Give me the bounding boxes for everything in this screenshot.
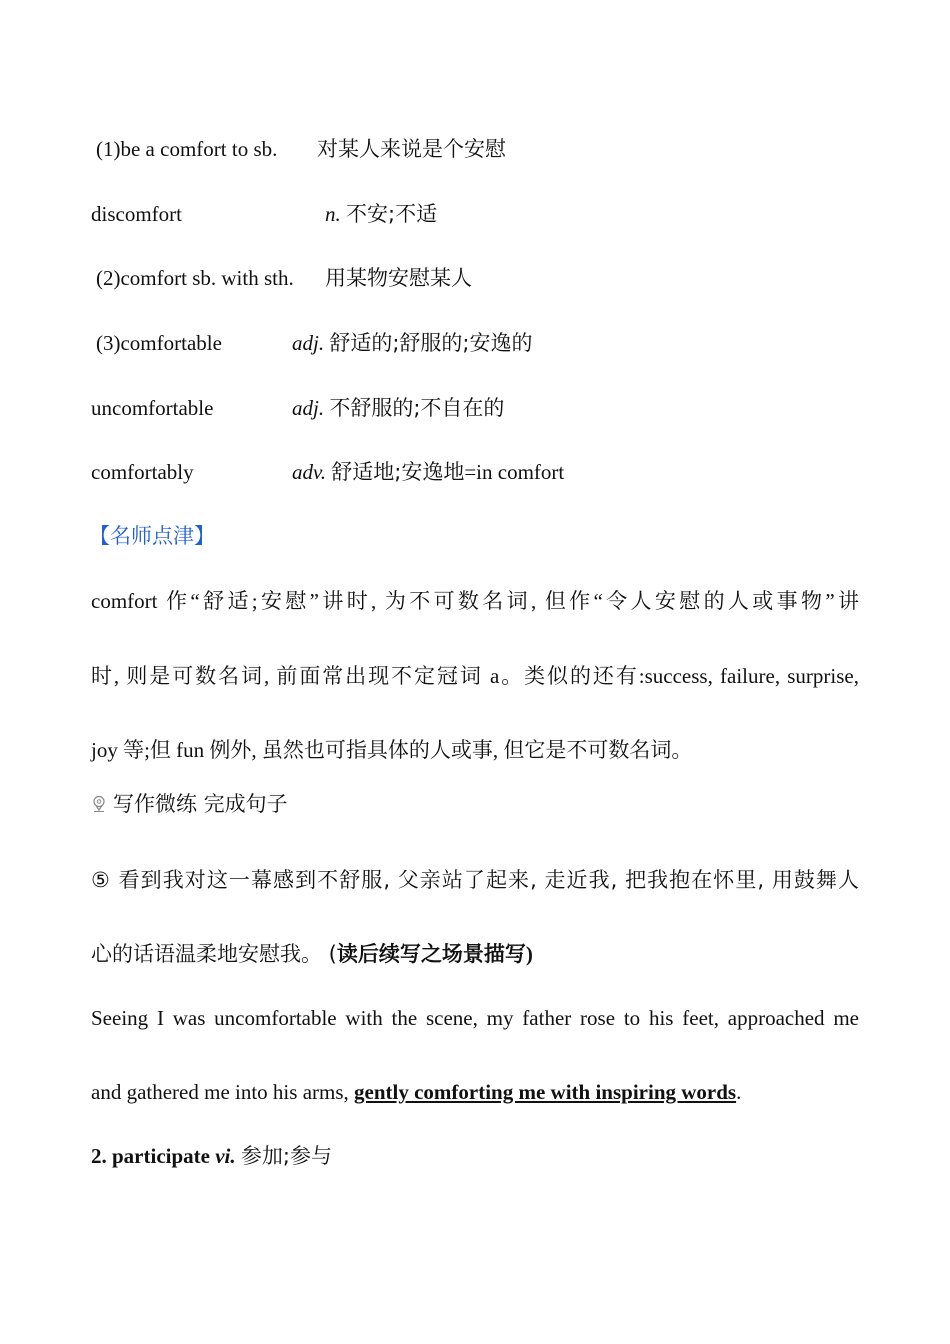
map-pin-icon [91, 795, 107, 813]
question-source: 读后续写之场景描写 [336, 942, 526, 966]
answer-line-2 [91, 1078, 859, 1106]
entry-chinese: 对某人来说是个安慰 [317, 137, 506, 161]
entry-row [96, 329, 533, 357]
entry-pos: adj. [292, 331, 325, 355]
entry-pos: n. [325, 202, 341, 226]
entry-english: uncomfortable [91, 396, 214, 420]
entry-chinese: 用某物安慰某人 [325, 266, 472, 290]
entry-chinese: 不安;不适 [346, 202, 438, 226]
practice-label: 写作微练 完成句子 [113, 792, 288, 816]
tip-line-1: comfort 作“舒适;安慰”讲时, 为不可数名词, 但作“令人安慰的人或事物”讲 [91, 589, 859, 613]
entry-chinese: 舒适地;安逸地 [331, 460, 465, 484]
entry-extra: =in comfort [464, 460, 565, 484]
tip-line-3: joy 等;但 fun 例外, 虽然也可指具体的人或事, 但它是不可数名词。 [91, 738, 693, 762]
next-entry-word: 2. participate [91, 1144, 210, 1168]
question-line-1: ⑤ 看到我对这一幕感到不舒服, 父亲站了起来, 走近我, 把我抱在怀里, 用鼓舞人 [91, 868, 859, 892]
tip-line-2: 时, 则是可数名词, 前面常出现不定冠词 a。类似的还有:success, failure, surprise, [91, 664, 859, 688]
practice-label-row [91, 790, 288, 818]
entry-row [96, 135, 506, 163]
entry-english: (1)be a comfort to sb. [96, 137, 278, 161]
question-line-2 [91, 940, 859, 968]
entry-pos: adj. [292, 396, 325, 420]
entry-english: (2)comfort sb. with sth. [96, 266, 294, 290]
next-entry [91, 1142, 332, 1170]
entry-english: comfortably [91, 460, 194, 484]
question-close: ) [525, 942, 533, 966]
entry-row [91, 394, 505, 422]
entry-pos: adv. [292, 460, 327, 484]
entry-english: (3)comfortable [96, 331, 222, 355]
answer-blank: gently comforting me with inspiring words [354, 1080, 737, 1104]
entry-row [96, 264, 472, 292]
next-entry-chinese: 参加;参与 [240, 1144, 332, 1168]
next-entry-pos: vi. [215, 1144, 236, 1168]
entry-row [91, 200, 438, 228]
tip-heading: 【名师点津】 [89, 524, 215, 548]
entry-english: discomfort [91, 202, 182, 226]
entry-row [91, 458, 565, 486]
answer-text: and gathered me into his arms, [91, 1080, 355, 1104]
question-text: 心的话语温柔地安慰我。 ( [91, 942, 337, 966]
entry-chinese: 舒适的;舒服的;安逸的 [329, 331, 533, 355]
answer-end: . [736, 1080, 742, 1104]
entry-chinese: 不舒服的;不自在的 [329, 396, 505, 420]
answer-line-1: Seeing I was uncomfortable with the scene, my father rose to his feet, approached me [91, 1006, 859, 1030]
